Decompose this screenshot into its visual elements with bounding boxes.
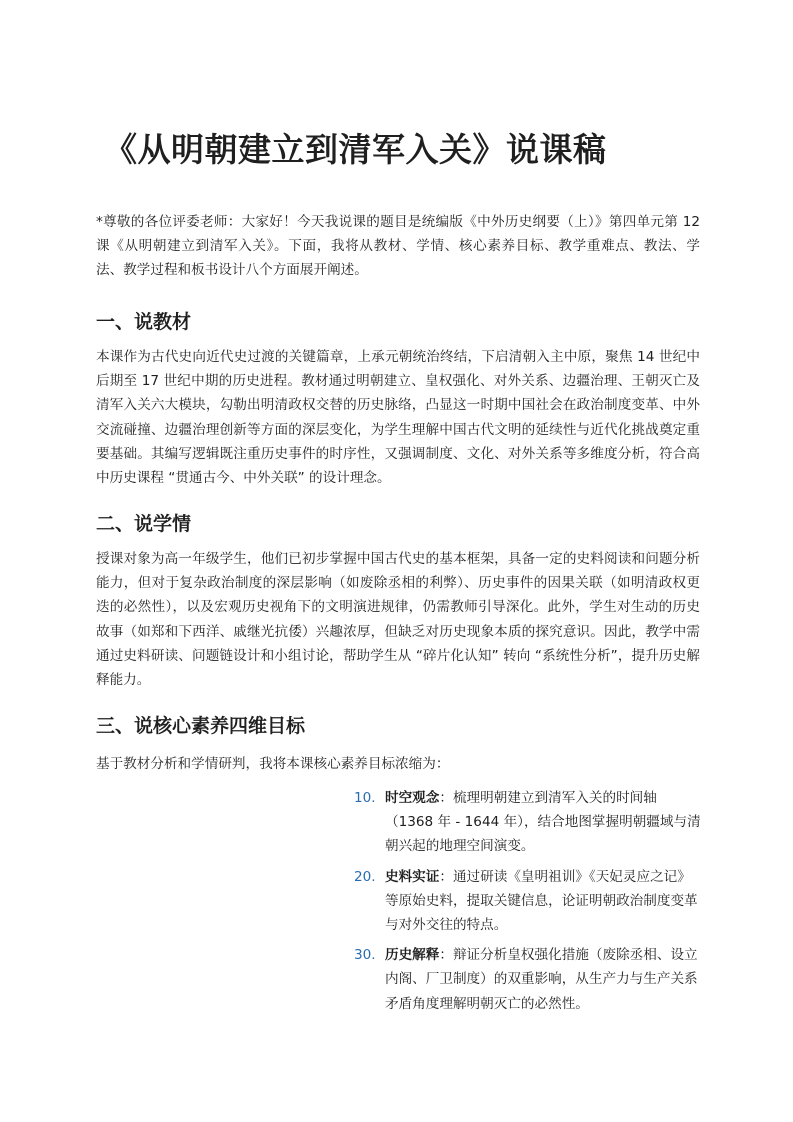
section-body-students: 授课对象为高一年级学生，他们已初步掌握中国古代史的基本框架，具备一定的史料阅读和问题分析能力，但对于复杂政治制度的深层影响（如废除丞相的利弊）、历史事件的因果关联（如明清政权更迭的必然性），以及宏观历史视角下的文明演进规律，仍需教师引导深化。此外，学生对生动的历史故事（如郑和下西洋、戚继光抗倭）兴趣浓厚，但缺乏对历史现象本质的探究意识。因此，教学中需通过史料研读、问题链设计和小组讨论，帮助学生从 “碎片化认知” 转向 “系统性分析”，提升历史解释能力。	[96, 551, 700, 689]
list-number: 30.	[354, 947, 376, 964]
goal-text: ：辩证分析皇权强化措施（废除丞相、设立内阁、厂卫制度）的双重影响，从生产力与生产关系矛盾角度理解明朝灭亡的必然性。	[385, 947, 698, 1012]
list-item	[354, 943, 704, 1016]
document-title: 《从明朝建立到清军入关》说课稿	[104, 130, 607, 169]
goals-list	[354, 786, 704, 1022]
section-body-goals-intro: 基于教材分析和学情研判，我将本课核心素养目标浓缩为：	[96, 756, 450, 772]
section-heading-textbook: 一、说教材	[96, 311, 192, 333]
list-item	[354, 786, 704, 859]
goal-key: 史料实证	[385, 868, 440, 885]
intro-paragraph: *尊敬的各位评委老师：大家好！今天我说课的题目是统编版《中外历史纲要（上）》第四单元第 12 课《从明朝建立到清军入关》。下面，我将从教材、学情、核心素养目标、教学重难点、教法、学法、教学过程和板书设计八个方面展开阐述。	[96, 214, 700, 279]
goal-key: 时空观念	[385, 790, 440, 806]
goal-text: ：通过研读《皇明祖训》《天妃灵应之记》等原始史料，提取关键信息，论证明朝政治制度变革与对外交往的特点。	[385, 868, 698, 934]
goal-text: ：梳理明朝建立到清军入关的时间轴（1368 年 - 1644 年），结合地图掌握明朝疆域与清朝兴起的地理空间演变。	[385, 790, 701, 855]
section-body-textbook: 本课作为古代史向近代史过渡的关键篇章，上承元朝统治终结，下启清朝入主中原，聚焦 14 世纪中后期至 17 世纪中期的历史进程。教材通过明朝建立、皇权强化、对外关系、边疆治理、王朝灭亡及清军入关六大模块，勾勒出明清政权交替的历史脉络，凸显这一时期中国社会在政治制度变革、中外交流碰撞、边疆治理创新等方面的深层变化，为学生理解中国古代文明的延续性与近代化挑战奠定重要基础。其编写逻辑既注重历史事件的时序性，又强调制度、文化、对外关系等多维度分析，符合高中历史课程 “贯通古今、中外关联” 的设计理念。	[96, 349, 700, 487]
section-heading-students: 二、说学情	[96, 513, 192, 535]
list-number: 20.	[354, 868, 376, 885]
goal-key: 历史解释	[385, 947, 440, 964]
list-item	[354, 865, 704, 938]
list-number: 10.	[354, 790, 376, 806]
section-heading-goals: 三、说核心素养四维目标	[96, 715, 306, 737]
